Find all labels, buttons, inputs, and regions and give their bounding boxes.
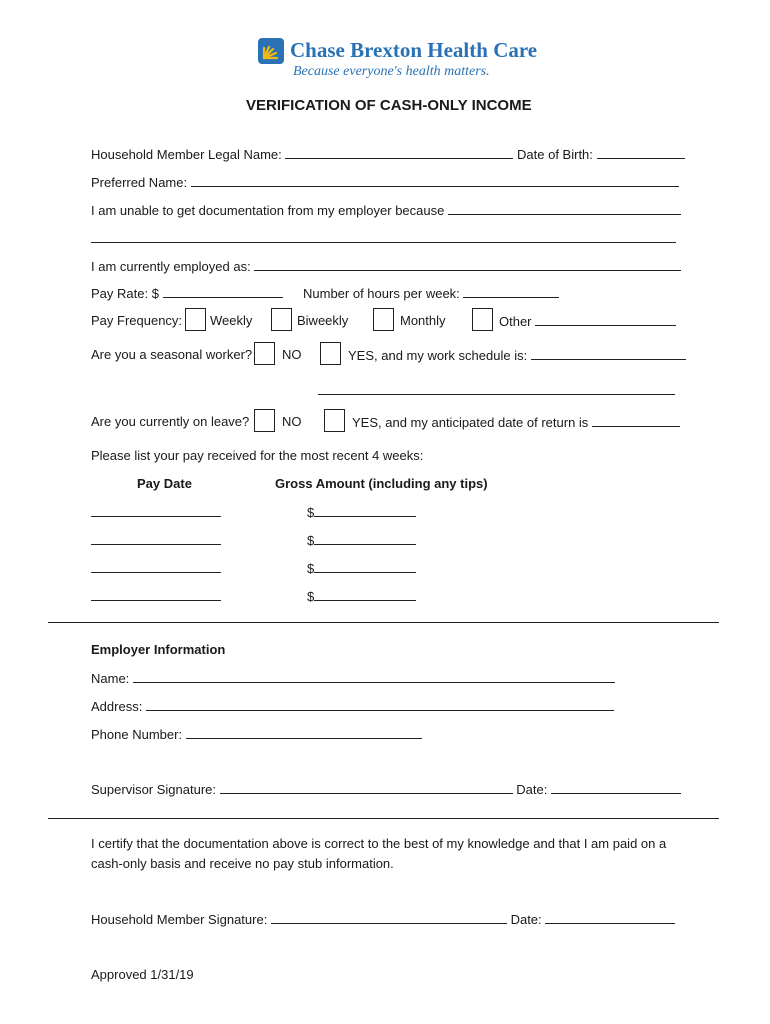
- employer-phone-row: [91, 726, 422, 743]
- member-date-label: Date:: [510, 912, 542, 927]
- employer-phone-label: Phone Number:: [91, 727, 183, 742]
- dob-field[interactable]: [597, 146, 685, 159]
- org-tagline: Because everyone's health matters.: [293, 64, 490, 79]
- employer-heading: Employer Information: [91, 642, 226, 657]
- gross-amount-header: Gross Amount (including any tips): [275, 476, 488, 491]
- supervisor-date-label: Date:: [516, 782, 548, 797]
- employed-as-label: I am currently employed as:: [91, 259, 251, 274]
- currency-symbol: $: [307, 561, 315, 576]
- section-divider: [48, 622, 719, 623]
- seasonal-no-checkbox[interactable]: [254, 342, 275, 365]
- employer-name-row: [91, 670, 615, 687]
- legal-name-row: [91, 146, 685, 163]
- leave-no-checkbox[interactable]: [254, 409, 275, 432]
- monthly-checkbox[interactable]: [373, 308, 394, 331]
- employer-address-label: Address:: [91, 699, 143, 714]
- gross-amount-field[interactable]: [314, 560, 416, 573]
- member-date-field[interactable]: [545, 911, 675, 924]
- preferred-name-field[interactable]: [191, 174, 679, 187]
- gross-amount-field[interactable]: [314, 588, 416, 601]
- seasonal-yes-checkbox[interactable]: [320, 342, 341, 365]
- employer-address-row: [91, 698, 614, 715]
- weekly-label: Weekly: [210, 313, 253, 328]
- biweekly-checkbox[interactable]: [271, 308, 292, 331]
- page-title: VERIFICATION OF CASH-ONLY INCOME: [246, 97, 532, 114]
- unable-doc-field[interactable]: [448, 202, 681, 215]
- monthly-label: Monthly: [400, 313, 446, 328]
- currency-symbol: $: [307, 505, 315, 520]
- leave-yes-row: [352, 414, 680, 431]
- legal-name-field[interactable]: [285, 146, 513, 159]
- gross-amount-row-4: [307, 588, 416, 605]
- other-row: [499, 313, 676, 330]
- gross-amount-field[interactable]: [314, 532, 416, 545]
- leave-label: Are you currently on leave?: [91, 414, 250, 429]
- employed-as-field[interactable]: [254, 258, 681, 271]
- pay-table-intro: Please list your pay received for the most recent 4 weeks:: [91, 448, 424, 463]
- gross-amount-row-1: [307, 504, 416, 521]
- pay-date-field[interactable]: [91, 532, 221, 545]
- seasonal-label: Are you a seasonal worker?: [91, 347, 253, 362]
- pay-date-header: Pay Date: [137, 476, 192, 491]
- gross-amount-row-2: [307, 532, 416, 549]
- pay-date-field[interactable]: [91, 504, 221, 517]
- member-signature-row: [91, 911, 675, 928]
- employer-name-label: Name:: [91, 671, 130, 686]
- weekly-checkbox[interactable]: [185, 308, 206, 331]
- gross-amount-field[interactable]: [314, 504, 416, 517]
- dob-label: Date of Birth:: [517, 147, 593, 162]
- work-schedule-field[interactable]: [531, 347, 686, 360]
- supervisor-date-field[interactable]: [551, 781, 681, 794]
- leave-yes-checkbox[interactable]: [324, 409, 345, 432]
- seasonal-yes-label: YES, and my work schedule is:: [348, 348, 528, 363]
- leave-no-label: NO: [282, 414, 302, 429]
- pay-date-field[interactable]: [91, 588, 221, 601]
- pay-rate-field[interactable]: [163, 285, 283, 298]
- hours-field[interactable]: [463, 285, 559, 298]
- unable-doc-row: [91, 202, 681, 219]
- unable-doc-continuation-field[interactable]: [91, 242, 676, 243]
- employer-name-field[interactable]: [133, 670, 615, 683]
- other-label: Other: [499, 314, 532, 329]
- supervisor-signature-row: [91, 781, 681, 798]
- biweekly-label: Biweekly: [297, 313, 349, 328]
- other-frequency-field[interactable]: [535, 313, 676, 326]
- preferred-name-label: Preferred Name:: [91, 175, 188, 190]
- supervisor-signature-field[interactable]: [220, 781, 513, 794]
- legal-name-label: Household Member Legal Name:: [91, 147, 282, 162]
- certification-line-1: I certify that the documentation above is correct to the best of my knowledge and that I am paid on a: [91, 836, 667, 851]
- currency-symbol: $: [307, 533, 315, 548]
- currency-symbol: $: [307, 589, 315, 604]
- employed-as-row: [91, 258, 681, 275]
- sunburst-logo-icon: [258, 38, 284, 64]
- certification-line-2: cash-only basis and receive no pay stub information.: [91, 856, 394, 871]
- employer-phone-field[interactable]: [186, 726, 422, 739]
- pay-rate-label: Pay Rate: $: [91, 286, 159, 301]
- pay-rate-row: [91, 285, 283, 302]
- member-signature-field[interactable]: [271, 911, 507, 924]
- member-signature-label: Household Member Signature:: [91, 912, 268, 927]
- org-name: Chase Brexton Health Care: [290, 38, 538, 62]
- gross-amount-row-3: [307, 560, 416, 577]
- return-date-field[interactable]: [592, 414, 680, 427]
- approved-date: Approved 1/31/19: [91, 967, 194, 982]
- leave-yes-label: YES, and my anticipated date of return is: [352, 415, 589, 430]
- employer-address-field[interactable]: [146, 698, 614, 711]
- pay-date-field[interactable]: [91, 560, 221, 573]
- hours-label: Number of hours per week:: [303, 286, 460, 301]
- logo: [258, 38, 284, 64]
- unable-doc-label: I am unable to get documentation from my employer because: [91, 203, 445, 218]
- work-schedule-continuation-field[interactable]: [318, 394, 675, 395]
- hours-row: [303, 285, 559, 302]
- supervisor-signature-label: Supervisor Signature:: [91, 782, 217, 797]
- preferred-name-row: [91, 174, 679, 191]
- section-divider: [48, 818, 719, 819]
- other-checkbox[interactable]: [472, 308, 493, 331]
- seasonal-no-label: NO: [282, 347, 302, 362]
- seasonal-yes-row: [348, 347, 686, 364]
- pay-frequency-label: Pay Frequency:: [91, 313, 183, 328]
